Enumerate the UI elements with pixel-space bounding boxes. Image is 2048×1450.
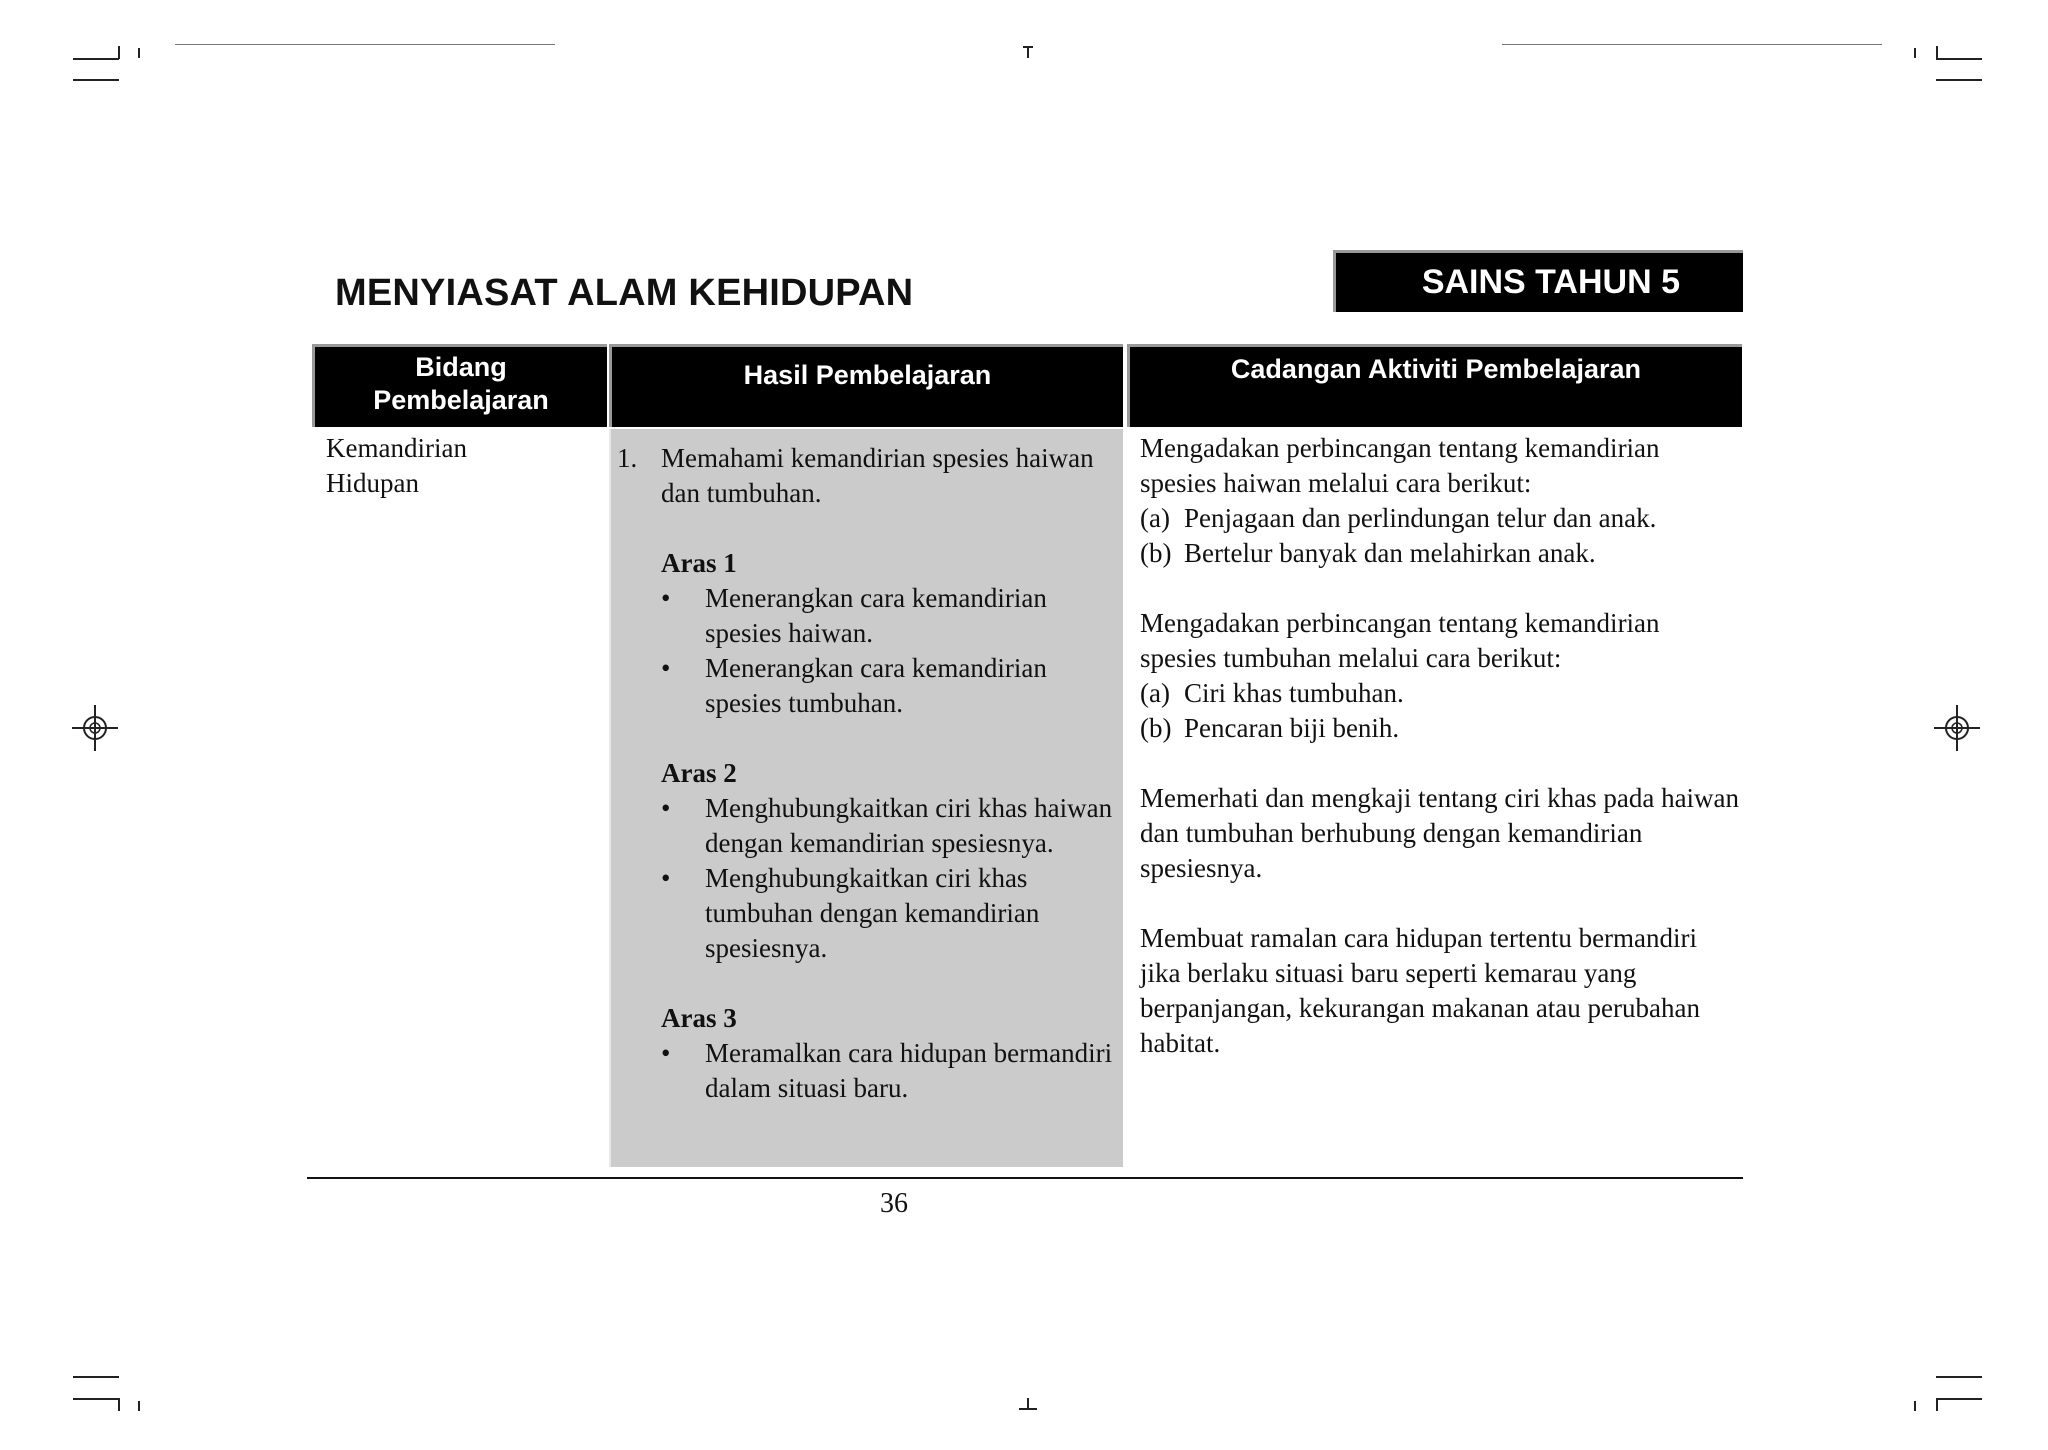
crop-mark bbox=[73, 79, 119, 81]
activity-subitem bbox=[1140, 501, 1740, 536]
activity-block bbox=[1140, 606, 1740, 746]
level-title: Aras 3 bbox=[661, 1003, 737, 1033]
level-bullet bbox=[661, 1036, 1117, 1106]
subitem-text: Ciri khas tumbuhan. bbox=[1184, 678, 1404, 708]
crop-mark bbox=[1027, 1398, 1029, 1408]
learning-area-cell bbox=[326, 431, 596, 501]
crop-mark bbox=[73, 1398, 119, 1400]
crop-mark bbox=[1914, 1401, 1916, 1411]
subitem-text: Penjagaan dan perlindungan telur dan anak. bbox=[1184, 503, 1657, 533]
book-badge bbox=[1333, 250, 1743, 312]
subitem-marker: (a) bbox=[1140, 678, 1170, 708]
subitem-text: Bertelur banyak dan melahirkan anak. bbox=[1184, 538, 1596, 568]
bullet-text: Meramalkan cara hidupan bermandiri dalam situasi baru. bbox=[705, 1038, 1113, 1103]
crop-mark bbox=[1502, 44, 1882, 45]
crop-mark bbox=[73, 58, 119, 60]
subitem-marker: (a) bbox=[1140, 503, 1170, 533]
activity-text: Mengadakan perbincangan tentang kemandirian spesies tumbuhan melalui cara berikut: bbox=[1140, 608, 1660, 673]
bullet-icon: • bbox=[661, 583, 671, 613]
crop-mark bbox=[1914, 48, 1916, 58]
crop-mark bbox=[1019, 1408, 1037, 1410]
bullet-icon: • bbox=[661, 863, 671, 893]
activity-block bbox=[1140, 781, 1740, 886]
activity-block bbox=[1140, 431, 1740, 571]
column-header-hasil: Hasil Pembelajaran bbox=[609, 344, 1123, 427]
crop-mark bbox=[1027, 46, 1029, 58]
registration-crosshair-icon bbox=[1934, 705, 1980, 751]
registration-crosshair-icon bbox=[72, 705, 118, 751]
suggested-activities-cell bbox=[1140, 431, 1740, 1096]
outcome-number: 1. bbox=[617, 443, 638, 473]
activity-subitem bbox=[1140, 711, 1740, 746]
page-number: 36 bbox=[880, 1188, 908, 1219]
bullet-text: Menerangkan cara kemandirian spesies tumbuhan. bbox=[705, 653, 1047, 718]
level-title: Aras 2 bbox=[661, 758, 737, 788]
learning-area-line: Kemandirian bbox=[326, 433, 467, 463]
learning-outcome-cell bbox=[617, 441, 1117, 1106]
activity-block bbox=[1140, 921, 1740, 1061]
crop-mark bbox=[118, 1398, 120, 1411]
level-bullet bbox=[661, 651, 1117, 721]
crop-mark bbox=[118, 46, 120, 59]
level-title: Aras 1 bbox=[661, 548, 737, 578]
column-header-bidang bbox=[312, 344, 607, 427]
column-header-line: Bidang bbox=[415, 352, 507, 382]
crop-mark bbox=[138, 48, 140, 58]
bullet-icon: • bbox=[661, 1038, 671, 1068]
level-bullet bbox=[661, 791, 1117, 861]
bullet-icon: • bbox=[661, 653, 671, 683]
activity-subitem bbox=[1140, 676, 1740, 711]
page-title: MENYIASAT ALAM KEHIDUPAN bbox=[335, 272, 914, 314]
bullet-text: Menerangkan cara kemandirian spesies haiwan. bbox=[705, 583, 1047, 648]
crop-mark bbox=[1936, 58, 1982, 60]
subitem-marker: (b) bbox=[1140, 538, 1172, 568]
subitem-marker: (b) bbox=[1140, 713, 1172, 743]
crop-mark bbox=[1936, 1398, 1982, 1400]
activity-text: Membuat ramalan cara hidupan tertentu bermandiri jika berlaku situasi baru seperti kemarau yang berpanjangan, kekurangan makanan atau perubahan habitat. bbox=[1140, 923, 1700, 1058]
outcome-item bbox=[617, 441, 1117, 511]
crop-mark bbox=[138, 1401, 140, 1411]
crop-mark bbox=[175, 44, 555, 45]
activity-text: Memerhati dan mengkaji tentang ciri khas pada haiwan dan tumbuhan berhubung dengan kemandirian spesiesnya. bbox=[1140, 783, 1740, 883]
level-bullet bbox=[661, 581, 1117, 651]
bullet-icon: • bbox=[661, 793, 671, 823]
column-header-line: Pembelajaran bbox=[373, 385, 549, 415]
footer-rule bbox=[307, 1177, 1743, 1179]
bullet-text: Menghubungkaitkan ciri khas haiwan dengan kemandirian spesiesnya. bbox=[705, 793, 1113, 858]
subitem-text: Pencaran biji benih. bbox=[1184, 713, 1400, 743]
activity-subitem bbox=[1140, 536, 1740, 571]
crop-mark bbox=[73, 1376, 119, 1378]
crop-mark bbox=[1936, 1376, 1982, 1378]
crop-mark bbox=[1936, 79, 1982, 81]
bullet-text: Menghubungkaitkan ciri khas tumbuhan dengan kemandirian spesiesnya. bbox=[705, 863, 1040, 963]
level-bullet bbox=[661, 861, 1117, 966]
learning-area-line: Hidupan bbox=[326, 468, 419, 498]
book-badge-label: SAINS TAHUN 5 bbox=[1421, 263, 1680, 301]
column-header-cadangan: Cadangan Aktiviti Pembelajaran bbox=[1127, 344, 1742, 427]
outcome-text: Memahami kemandirian spesies haiwan dan tumbuhan. bbox=[661, 443, 1094, 508]
activity-text: Mengadakan perbincangan tentang kemandirian spesies haiwan melalui cara berikut: bbox=[1140, 433, 1660, 498]
